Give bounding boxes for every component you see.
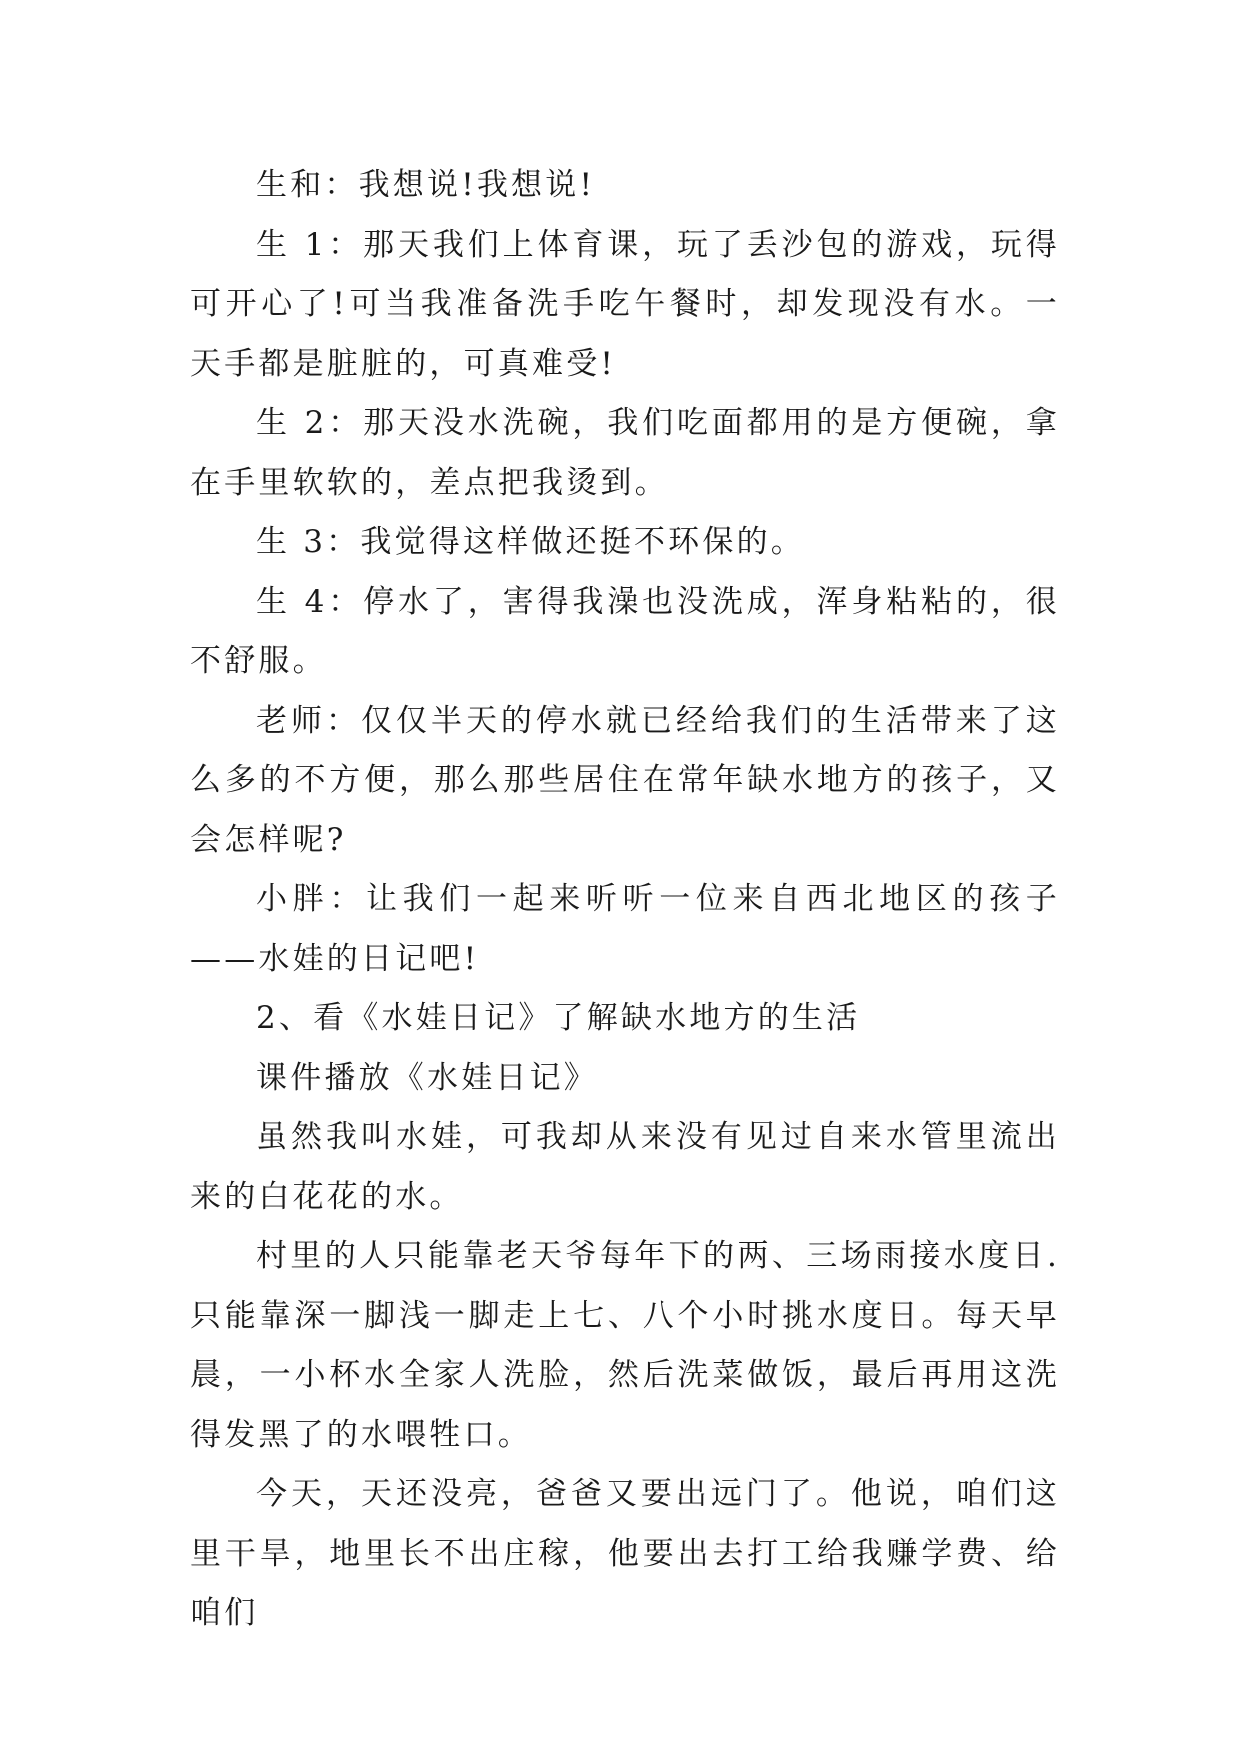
paragraph-student-1: 生 1：那天我们上体育课，玩了丢沙包的游戏，玩得可开心了!可当我准备洗手吃午餐时，却发现没有水。一天手都是脏脏的，可真难受! <box>190 226 1060 382</box>
paragraph-student-2: 生 2：那天没水洗碗，我们吃面都用的是方便碗，拿在手里软软的，差点把我烫到。 <box>190 405 1060 501</box>
paragraph-diary-2: 村里的人只能靠老天爷每年下的两、三场雨接水度日.只能靠深一脚浅一脚走上七、八个小时挑水度日。每天早晨，一小杯水全家人洗脸，然后洗菜做饭，最后再用这洗得发黑了的水喂牲口。 <box>190 1238 1060 1453</box>
paragraph-diary-1: 虽然我叫水娃，可我却从来没有见过自来水管里流出来的白花花的水。 <box>190 1119 1060 1215</box>
paragraph-courseware: 课件播放《水娃日记》 <box>256 1059 598 1096</box>
section-heading: 2、看《水娃日记》了解缺水地方的生活 <box>256 1000 861 1036</box>
paragraph-dialogue-chorus: 生和：我想说!我想说! <box>256 167 596 203</box>
document-body <box>190 156 1060 1644</box>
paragraph-xiaopang: 小胖：让我们一起来听听一位来自西北地区的孩子——水娃的日记吧! <box>190 881 1060 977</box>
paragraph-student-4: 生 4：停水了，害得我澡也没洗成，浑身粘粘的，很不舒服。 <box>190 583 1060 679</box>
paragraph-teacher: 老师：仅仅半天的停水就已经给我们的生活带来了这么多的不方便，那么那些居住在常年缺水地方的孩子，又会怎样呢? <box>190 702 1060 858</box>
paragraph-student-3: 生 3：我觉得这样做还挺不环保的。 <box>256 524 805 560</box>
paragraph-diary-3: 今天，天还没亮，爸爸又要出远门了。他说，咱们这里干旱，地里长不出庄稼，他要出去打工给我赚学费、给咱们 <box>190 1476 1060 1631</box>
